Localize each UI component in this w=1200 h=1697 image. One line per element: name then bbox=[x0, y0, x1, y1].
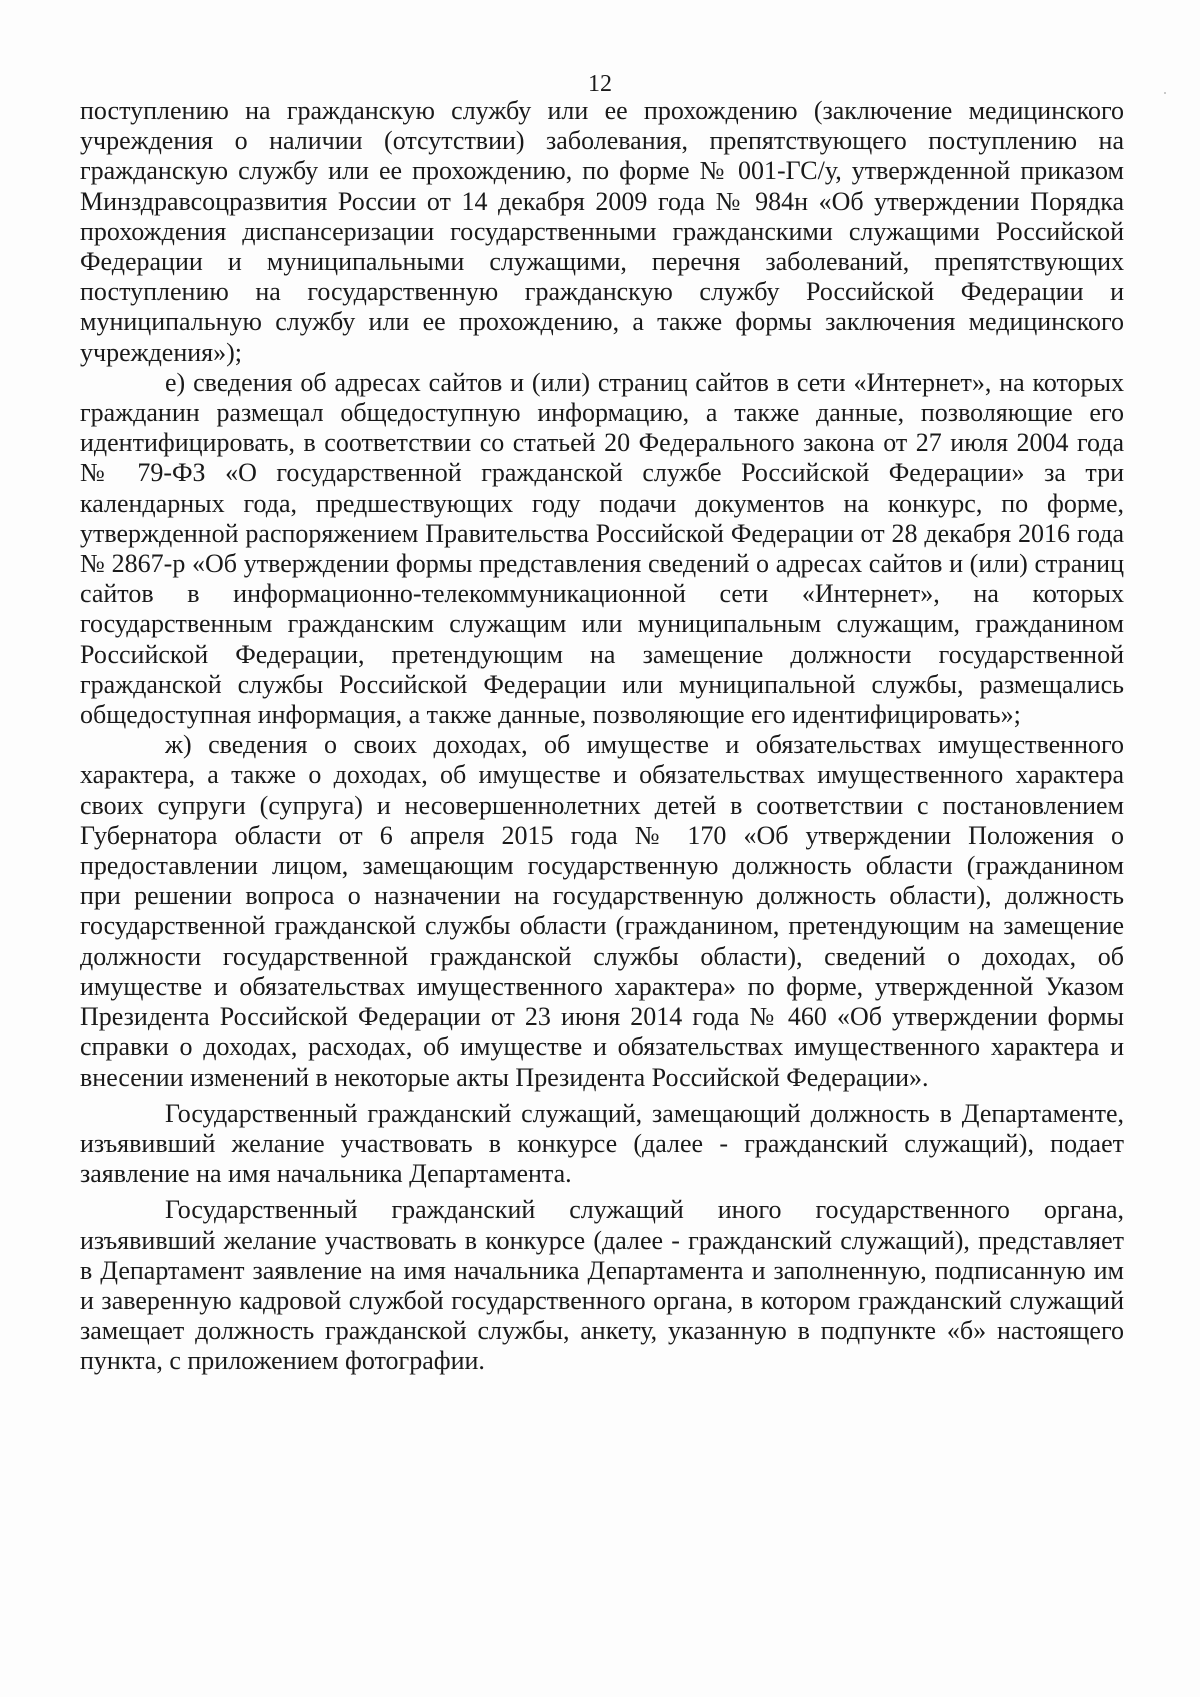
document-body bbox=[80, 96, 1124, 1377]
paragraph-other-agency-employee: Государственный гражданский служащий иного государственного органа, изъявивший желание участвовать в конкурсе (далее - гражданский служащий), представляет в Департамент заявление на имя начальника Департамента и заполненную, подписанную им и заверенную кадровой службой государственного органа, в котором гражданский служащий замещает должность гражданской службы, анкету, указанную в подпункте «б» настоящего пункта, с приложением фотографии. bbox=[80, 1195, 1124, 1376]
paragraph-item-e: е) сведения об адресах сайтов и (или) страниц сайтов в сети «Интернет», на которых гражданин размещал общедоступную информацию, а также данные, позволяющие его идентифицировать, в соответствии со статьей 20 Федерального закона от 27 июля 2004 года № 79-ФЗ «О государственной гражданской службе Российской Федерации» за три календарных года, предшествующих году подачи документов на конкурс, по форме, утвержденной распоряжением Правительства Российской Федерации от 28 декабря 2016 года № 2867-р «Об утверждении формы представления сведений о адресах сайтов и (или) страниц сайтов в информационно-телекоммуникационной сети «Интернет», на которых государственным гражданским служащим или муниципальным служащим, гражданином Российской Федерации, претендующим на замещение должности государственной гражданской службы Российской Федерации или муниципальной службы, размещались общедоступная информация, а также данные, позволяющие его идентифицировать»; bbox=[80, 367, 1124, 730]
paragraph-continuation: поступлению на гражданскую службу или ее прохождению (заключение медицинского учреждения о наличии (отсутствии) заболевания, препятствующего поступлению на гражданскую службу или ее прохождению, по форме № 001-ГС/у, утвержденной приказом Минздравсоцразвития России от 14 декабря 2009 года № 984н «Об утверждении Порядка прохождения диспансеризации государственными гражданскими служащими Российской Федерации и муниципальными служащими, перечня заболеваний, препятствующих поступлению на государственную гражданскую службу Российской Федерации и муниципальную службу или ее прохождению, а также формы заключения медицинского учреждения»); bbox=[80, 96, 1124, 367]
page-number: 12 bbox=[588, 71, 612, 97]
paragraph-item-zh: ж) сведения о своих доходах, об имуществе и обязательствах имущественного характера, а также о доходах, об имуществе и обязательствах имущественного характера своих супруги (супруга) и несовершеннолетних детей в соответствии с постановлением Губернатора области от 6 апреля 2015 года № 170 «Об утверждении Положения о предоставлении лицом, замещающим государственную должность области (гражданином при решении вопроса о назначении на государственную должность области), должность государственной гражданской службы области (гражданином, претендующим на замещение должности государственной гражданской службы области), сведений о доходах, об имуществе и обязательствах имущественного характера» по форме, утвержденной Указом Президента Российской Федерации от 23 июня 2014 года № 460 «Об утверждении формы справки о доходах, расходах, об имуществе и обязательствах имущественного характера и внесении изменений в некоторые акты Президента Российской Федерации». bbox=[80, 730, 1124, 1092]
paragraph-department-employee: Государственный гражданский служащий, замещающий должность в Департаменте, изъявивший желание участвовать в конкурсе (далее - гражданский служащий), подает заявление на имя начальника Департамента. bbox=[80, 1098, 1124, 1189]
